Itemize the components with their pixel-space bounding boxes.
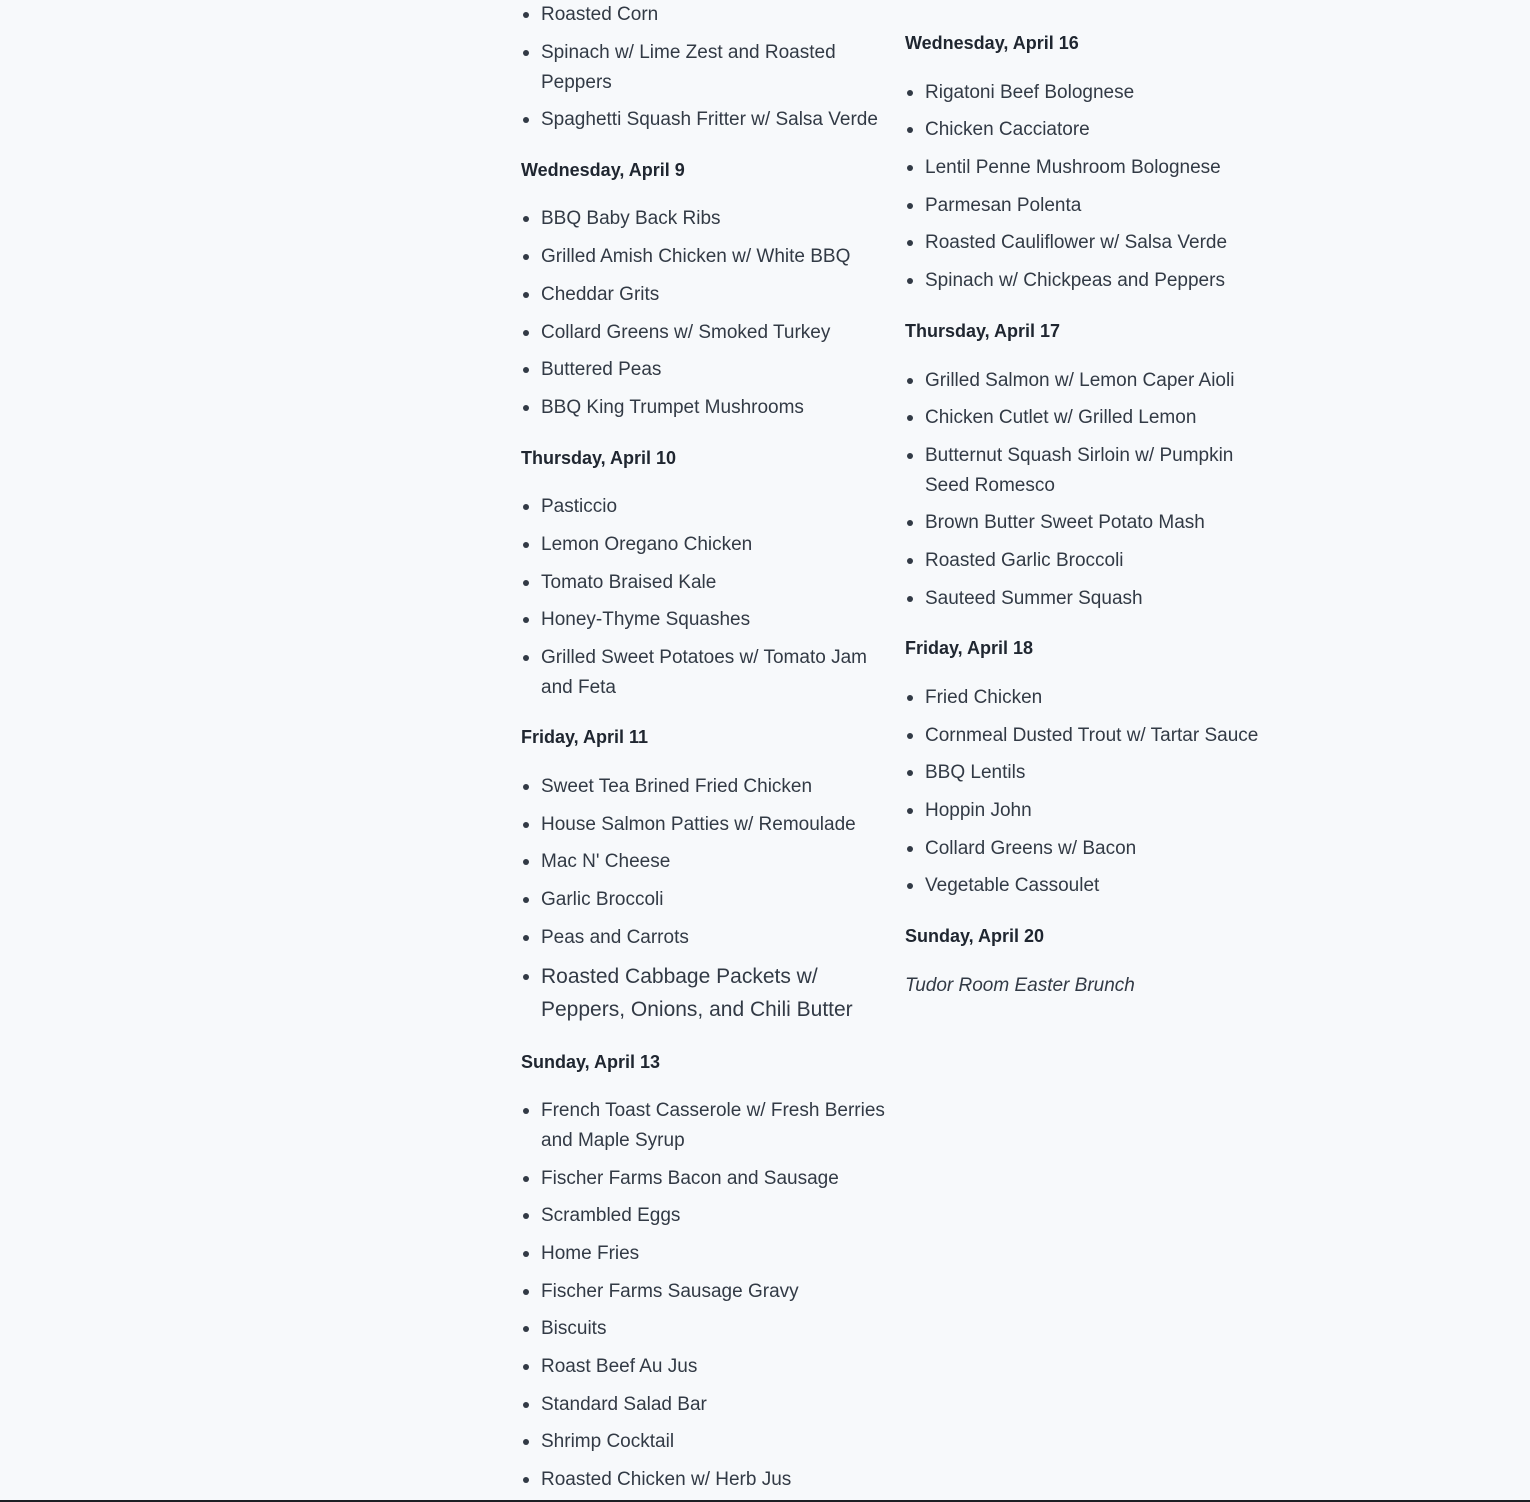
brunch-note: Tudor Room Easter Brunch [905, 975, 1135, 996]
menu-item: Grilled Salmon w/ Lemon Caper Aioli [905, 366, 1280, 396]
menu-item: Fischer Farms Sausage Gravy [521, 1277, 891, 1307]
menu-item: Standard Salad Bar [521, 1390, 891, 1420]
menu-item: Sweet Tea Brined Fried Chicken [521, 772, 891, 802]
menu-item: Spinach w/ Lime Zest and Roasted Peppers [521, 38, 891, 98]
menu-item: Mac N' Cheese [521, 847, 891, 877]
menu-item: House Salmon Patties w/ Remoulade [521, 810, 891, 840]
menu-item: Spaghetti Squash Fritter w/ Salsa Verde [521, 105, 891, 135]
menu-item: Pasticcio [521, 492, 891, 522]
menu-item: Grilled Sweet Potatoes w/ Tomato Jam and Feta [521, 643, 891, 703]
day-heading-wed-apr16: Wednesday, April 16 [905, 33, 1079, 53]
menu-item: BBQ Lentils [905, 758, 1280, 788]
menu-item: Lentil Penne Mushroom Bolognese [905, 153, 1280, 183]
menu-item: Home Fries [521, 1239, 891, 1269]
menu-item: Rigatoni Beef Bolognese [905, 78, 1280, 108]
menu-item: BBQ Baby Back Ribs [521, 204, 891, 234]
menu-item: Collard Greens w/ Bacon [905, 834, 1280, 864]
menu-item: Collard Greens w/ Smoked Turkey [521, 318, 891, 348]
menu-item: Lemon Oregano Chicken [521, 530, 891, 560]
menu-item: Honey-Thyme Squashes [521, 605, 891, 635]
menu-item: Roasted Garlic Broccoli [905, 546, 1280, 576]
menu-item: Brown Butter Sweet Potato Mash [905, 508, 1280, 538]
menu-item: Peas and Carrots [521, 923, 891, 953]
menu-item: Biscuits [521, 1314, 891, 1344]
menu-item: Roasted Corn [521, 0, 891, 30]
menu-item: Chicken Cutlet w/ Grilled Lemon [905, 403, 1280, 433]
day-heading-wed-apr9: Wednesday, April 9 [521, 160, 685, 180]
day-heading-fri-apr18: Friday, April 18 [905, 638, 1034, 658]
menu-item: Hoppin John [905, 796, 1280, 826]
menu-item: Spinach w/ Chickpeas and Peppers [905, 266, 1280, 296]
menu-item: Cheddar Grits [521, 280, 891, 310]
day-heading-thu-apr10: Thursday, April 10 [521, 448, 677, 468]
menu-item: Buttered Peas [521, 355, 891, 385]
menu-item: Fried Chicken [905, 683, 1280, 713]
menu-item: Roasted Cauliflower w/ Salsa Verde [905, 228, 1280, 258]
menu-item: Cornmeal Dusted Trout w/ Tartar Sauce [905, 721, 1280, 751]
day-heading-sun-apr20: Sunday, April 20 [905, 926, 1045, 946]
menu-item: Roast Beef Au Jus [521, 1352, 891, 1382]
menu-item: BBQ King Trumpet Mushrooms [521, 393, 891, 423]
menu-item: Chicken Cacciatore [905, 115, 1280, 145]
menu-item: Grilled Amish Chicken w/ White BBQ [521, 242, 891, 272]
menu-item: Garlic Broccoli [521, 885, 891, 915]
menu-item: Sauteed Summer Squash [905, 584, 1280, 614]
menu-item: Vegetable Cassoulet [905, 871, 1280, 901]
menu-item: Parmesan Polenta [905, 191, 1280, 221]
menu-item: Tomato Braised Kale [521, 568, 891, 598]
menu-item: Shrimp Cocktail [521, 1427, 891, 1457]
menu-item: Roasted Cabbage Packets w/ Peppers, Onions, and Chili Butter [521, 960, 891, 1026]
menu-item: Roasted Chicken w/ Herb Jus [521, 1465, 891, 1495]
day-heading-thu-apr17: Thursday, April 17 [905, 321, 1061, 341]
day-heading-sun-apr13: Sunday, April 13 [521, 1052, 661, 1072]
menu-item: Scrambled Eggs [521, 1201, 891, 1231]
menu-item: Fischer Farms Bacon and Sausage [521, 1164, 891, 1194]
menu-item: Butternut Squash Sirloin w/ Pumpkin Seed Romesco [905, 441, 1280, 501]
menu-item: French Toast Casserole w/ Fresh Berries and Maple Syrup [521, 1096, 891, 1156]
day-heading-fri-apr11: Friday, April 11 [521, 727, 649, 747]
